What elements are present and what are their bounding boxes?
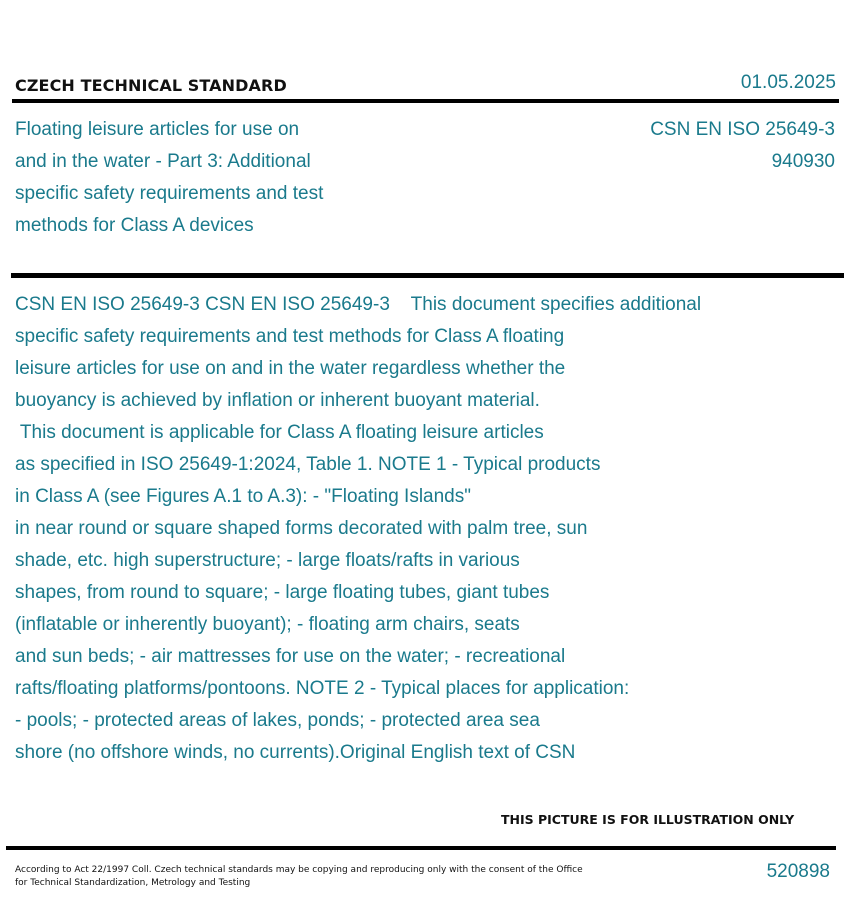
body-line: specific safety requirements and test methods for Class A floating (15, 326, 565, 347)
footer-divider (6, 846, 836, 850)
body-line: (inflatable or inherently buoyant); - floating arm chairs, seats (15, 614, 520, 635)
standard-number: CSN EN ISO 25649-3 (650, 119, 835, 140)
title-line: Floating leisure articles for use on (15, 119, 300, 140)
body-line: rafts/floating platforms/pontoons. NOTE 2 - Typical places for application: (15, 678, 630, 699)
body-line: and sun beds; - air mattresses for use on the water; - recreational (15, 646, 566, 667)
body-line: shapes, from round to square; - large floating tubes, giant tubes (15, 582, 550, 603)
body-line: as specified in ISO 25649-1:2024, Table 1. NOTE 1 - Typical products (15, 454, 601, 475)
footer-legal-line: According to Act 22/1997 Coll. Czech technical standards may be copying and reproducing only with the consent of the Office (15, 865, 583, 875)
standard-codes (650, 114, 835, 178)
body-line: leisure articles for use on and in the water regardless whether the (15, 358, 566, 379)
document-body (15, 289, 835, 769)
body-line: This document is applicable for Class A floating leisure articles (15, 422, 544, 443)
document-kind-label: CZECH TECHNICAL STANDARD (15, 76, 287, 95)
illustration-disclaimer: THIS PICTURE IS FOR ILLUSTRATION ONLY (501, 812, 795, 827)
body-line: buoyancy is achieved by inflation or inherent buoyant material. (15, 390, 540, 411)
header-divider (12, 99, 839, 103)
body-line: in Class A (see Figures A.1 to A.3): - "Floating Islands" (15, 486, 471, 507)
body-line: shade, etc. high superstructure; - large floats/rafts in various (15, 550, 520, 571)
body-line: in near round or square shaped forms decorated with palm tree, sun (15, 518, 588, 539)
footer-document-id: 520898 (766, 861, 830, 882)
body-line: - pools; - protected areas of lakes, ponds; - protected area sea (15, 710, 540, 731)
title-line: methods for Class A devices (15, 215, 254, 236)
classification-code: 940930 (771, 151, 835, 172)
body-line: shore (no offshore winds, no currents).Original English text of CSN (15, 742, 576, 763)
footer-legal-note (15, 864, 615, 890)
body-line: CSN EN ISO 25649-3 CSN EN ISO 25649-3 This document specifies additional (15, 294, 702, 315)
title-line: and in the water - Part 3: Additional (15, 151, 311, 172)
title-divider (11, 273, 844, 278)
title-line: specific safety requirements and test (15, 183, 324, 204)
document-date: 01.05.2025 (740, 72, 836, 93)
footer-legal-line: for Technical Standardization, Metrology and Testing (15, 878, 251, 888)
document-title (15, 114, 385, 242)
